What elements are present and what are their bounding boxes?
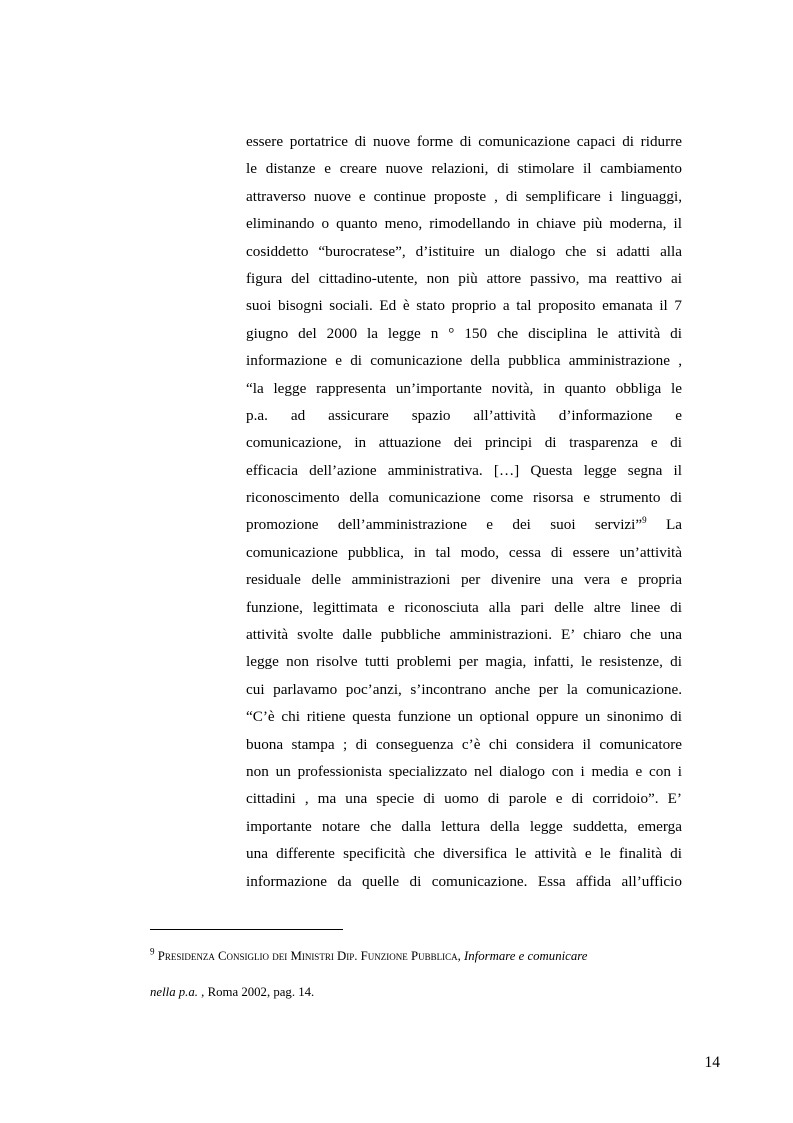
text-line: cui parlavamo poc’anzi, s’incontrano anche per la comunicazione. bbox=[246, 680, 682, 698]
text-line: funzione, legittimata e riconosciuta alla pari delle altre linee di bbox=[246, 598, 682, 616]
footnote-title-part1: Informare e comunicare bbox=[463, 949, 588, 963]
text-line: “C’è chi ritiene questa funzione un optional oppure un sinonimo di bbox=[246, 708, 682, 726]
text-line: informazione da quelle di comunicazione. Essa affida all’ufficio bbox=[246, 872, 682, 890]
text-line: comunicazione, in attuazione dei principi di trasparenza e di bbox=[246, 434, 682, 452]
text-before-ref: promozione dell’amministrazione e dei suoi servizi” bbox=[246, 516, 643, 534]
text-line: attività svolte dalle pubbliche amministrazioni. E’ chiaro che una bbox=[246, 626, 682, 644]
text-line: eliminando o quanto meno, rimodellando in chiave più moderna, il bbox=[246, 215, 682, 233]
text-line: cosiddetto “burocratese”, d’istituire un dialogo che si adatti alla bbox=[246, 242, 682, 260]
text-line: una differente specificità che diversifica le attività e le finalità di bbox=[246, 845, 682, 863]
text-line: giugno del 2000 la legge n ° 150 che disciplina le attività di bbox=[246, 324, 682, 342]
text-line: non un professionista specializzato nel dialogo con i media e con i bbox=[246, 762, 682, 780]
footnote-author: Presidenza Consiglio dei Ministri Dip. Funzione Pubblica, bbox=[157, 949, 461, 963]
text-line: p.a. ad assicurare spazio all’attività d’informazione e bbox=[246, 406, 682, 424]
text-line: riconoscimento della comunicazione come risorsa e strumento di bbox=[246, 489, 682, 507]
text-line: legge non risolve tutti problemi per magia, infatti, le resistenze, di bbox=[246, 653, 682, 671]
text-line: figura del cittadino-utente, non più attore passivo, ma reattivo ai bbox=[246, 269, 682, 287]
text-after-ref: La bbox=[646, 516, 682, 534]
footnote-reference[interactable]: 9 bbox=[642, 515, 647, 526]
footnote bbox=[150, 938, 710, 1010]
page-number: 14 bbox=[704, 1054, 720, 1071]
footnote-title-part2: nella p.a. bbox=[150, 985, 198, 999]
text-line: informazione e di comunicazione della pubblica amministrazione , bbox=[246, 352, 682, 370]
text-line: attraverso nuove e continue proposte , di semplificare i linguaggi, bbox=[246, 187, 682, 205]
text-line: suoi bisogni sociali. Ed è stato proprio a tal proposito emanata il 7 bbox=[246, 297, 682, 315]
text-line: le distanze e creare nuove relazioni, di stimolare il cambiamento bbox=[246, 160, 682, 178]
body-text bbox=[246, 128, 682, 895]
footnote-line-1 bbox=[150, 938, 710, 974]
footnote-line-2 bbox=[150, 974, 710, 1010]
text-line: comunicazione pubblica, in tal modo, cessa di essere un’attività bbox=[246, 543, 682, 561]
footnote-number: 9 bbox=[150, 946, 155, 957]
footnote-separator bbox=[150, 929, 343, 930]
text-line: residuale delle amministrazioni per divenire una vera e propria bbox=[246, 571, 682, 589]
text-line: buona stampa ; di conseguenza c’è chi considera il comunicatore bbox=[246, 735, 682, 753]
text-line: efficacia dell’azione amministrativa. […] Questa legge segna il bbox=[246, 461, 682, 479]
text-line: “la legge rappresenta un’importante novità, in quanto obbliga le bbox=[246, 379, 682, 397]
footnote-rest: , Roma 2002, pag. 14. bbox=[197, 985, 315, 999]
text-line-with-footnote-ref bbox=[246, 511, 682, 538]
text-line: cittadini , ma una specie di uomo di parole e di corridoio”. E’ bbox=[246, 790, 682, 808]
text-line: importante notare che dalla lettura della legge suddetta, emerga bbox=[246, 817, 682, 835]
text-line: essere portatrice di nuove forme di comunicazione capaci di ridurre bbox=[246, 133, 682, 150]
